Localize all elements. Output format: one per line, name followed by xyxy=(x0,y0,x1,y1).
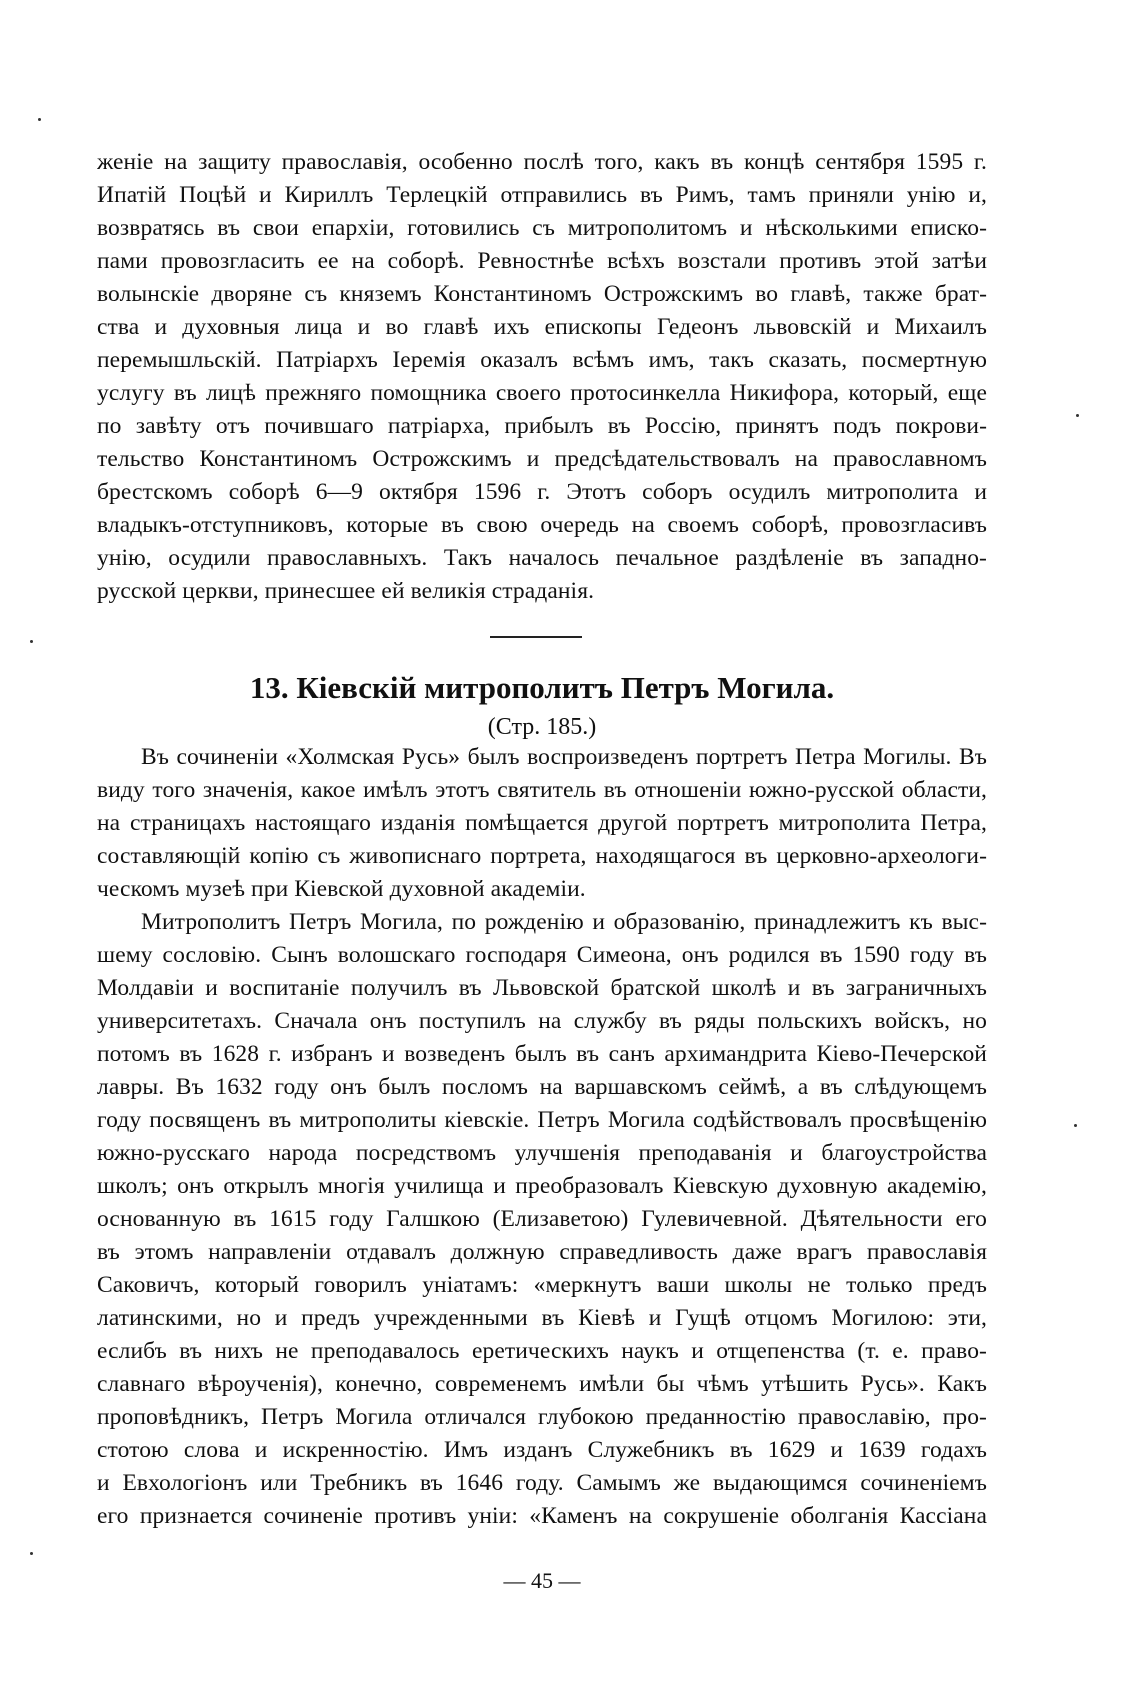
text-line: южно-русскаго народа посредствомъ улучшенія преподаванія и благоустройства xyxy=(97,1140,987,1166)
text-line: ческомъ музеѣ при Кіевской духовной академіи. xyxy=(97,876,586,902)
text-line: на страницахъ настоящаго изданія помѣщается другой портретъ митрополита Петра, xyxy=(97,810,987,836)
text-line: году посвященъ въ митрополиты кіевскіе. Петръ Могила содѣйствовалъ просвѣщенію xyxy=(97,1107,987,1133)
scan-speck xyxy=(38,118,41,121)
text-line: волынскіе дворяне съ княземъ Константиномъ Острожскимъ во главѣ, также брат- xyxy=(97,281,987,307)
text-line: по завѣту отъ почившаго патріарха, прибылъ въ Россію, принятъ подъ покрови- xyxy=(97,413,987,439)
section-body xyxy=(97,741,987,1533)
text-line: стотою слова и искренностію. Имъ изданъ Служебникъ въ 1629 и 1639 годахъ xyxy=(97,1437,987,1463)
text-line: шему сословію. Сынъ волошскаго господаря Симеона, онъ родился въ 1590 году въ xyxy=(97,942,987,968)
scan-speck xyxy=(1074,1124,1077,1127)
text-line: составляющій копію съ живописнаго портрета, находящагося въ церковно-археологи- xyxy=(97,843,987,869)
text-line: пами провозгласить ее на соборѣ. Ревностнѣе всѣхъ возстали противъ этой затѣи xyxy=(97,248,987,274)
text-line: славнаго вѣроученія), конечно, современемъ имѣли бы чѣмъ утѣшить Русь». Какъ xyxy=(97,1371,987,1397)
text-line: перемышльскій. Патріархъ Іеремія оказалъ всѣмъ имъ, такъ сказать, посмертную xyxy=(97,347,987,373)
text-line: въ этомъ направленіи отдавалъ должную справедливость даже врагъ православія xyxy=(97,1239,987,1265)
text-line: Саковичъ, который говорилъ уніатамъ: «меркнутъ ваши школы не только предъ xyxy=(97,1272,987,1298)
text-line: ства и духовныя лица и во главѣ ихъ епископы Гедеонъ львовскій и Михаилъ xyxy=(97,314,987,340)
page-reference: (Стр. 185.) xyxy=(487,714,597,740)
text-line: унію, осудили православныхъ. Такъ началось печальное раздѣленіе въ западно- xyxy=(97,545,987,571)
text-line: Молдавіи и воспитаніе получилъ въ Львовской братской школѣ и въ заграничныхъ xyxy=(97,975,987,1001)
scan-speck xyxy=(1076,414,1079,417)
continued-paragraph xyxy=(97,146,987,608)
text-line: латинскими, но и предъ учрежденными въ Кіевѣ и Гущѣ отцомъ Могилою: эти, xyxy=(97,1305,987,1331)
text-line: Митрополитъ Петръ Могила, по рожденію и образованію, принадлежитъ къ выс- xyxy=(141,909,987,935)
text-line: услугу въ лицѣ прежняго помощника своего протосинкелла Никифора, который, еще xyxy=(97,380,987,406)
text-line: университетахъ. Сначала онъ поступилъ на службу въ ряды польскихъ войскъ, но xyxy=(97,1008,987,1034)
text-line: владыкъ-отступниковъ, которые въ свою очередь на своемъ соборѣ, провозгласивъ xyxy=(97,512,987,538)
text-line: его признается сочиненіе противъ уніи: «Каменъ на сокрушеніе оболганія Кассіана xyxy=(97,1503,987,1529)
text-line: женіе на защиту православія, особенно послѣ того, какъ въ концѣ сентября 1595 г. xyxy=(97,149,987,175)
scan-speck xyxy=(30,640,33,643)
text-line: Въ сочиненіи «Холмская Русь» былъ воспроизведенъ портретъ Петра Могилы. Въ xyxy=(141,744,987,770)
text-line: школъ; онъ открылъ многія училища и преобразовалъ Кіевскую духовную академію, xyxy=(97,1173,987,1199)
text-line: русской церкви, принесшее ей великія страданія. xyxy=(97,578,595,604)
page-number: — 45 — xyxy=(503,1568,581,1593)
text-line: тельство Константиномъ Острожскимъ и предсѣдательствовалъ на православномъ xyxy=(97,446,987,472)
section-heading: 13. Кіевскій митрополитъ Петръ Могила. xyxy=(249,670,835,705)
scan-speck xyxy=(30,1552,33,1555)
text-line: лавры. Въ 1632 году онъ былъ посломъ на варшавскомъ сеймѣ, а въ слѣдующемъ xyxy=(97,1074,987,1100)
text-line: проповѣдникъ, Петръ Могила отличался глубокою преданностію православію, про- xyxy=(97,1404,987,1430)
text-line: виду того значенія, какое имѣлъ этотъ святитель въ отношеніи южно-русской области, xyxy=(97,777,987,803)
text-line: Ипатій Поцѣй и Кириллъ Терлецкій отправились въ Римъ, тамъ приняли унію и, xyxy=(97,182,987,208)
text-line: еслибъ въ нихъ не преподавалось еретическихъ наукъ и отщепенства (т. е. право- xyxy=(97,1338,987,1364)
section-divider xyxy=(490,636,582,638)
text-line: и Евхологіонъ или Требникъ въ 1646 году. Самымъ же выдающимся сочиненіемъ xyxy=(97,1470,987,1496)
text-line: потомъ въ 1628 г. избранъ и возведенъ былъ въ санъ архимандрита Кіево-Печерской xyxy=(97,1041,987,1067)
text-line: брестскомъ соборѣ 6—9 октября 1596 г. Этотъ соборъ осудилъ митрополита и xyxy=(97,479,987,505)
text-line: основанную въ 1615 году Галшкою (Елизаветою) Гулевичевной. Дѣятельности его xyxy=(97,1206,987,1232)
text-line: возвратясь въ свои епархіи, готовились съ митрополитомъ и нѣсколькими еписко- xyxy=(97,215,987,241)
